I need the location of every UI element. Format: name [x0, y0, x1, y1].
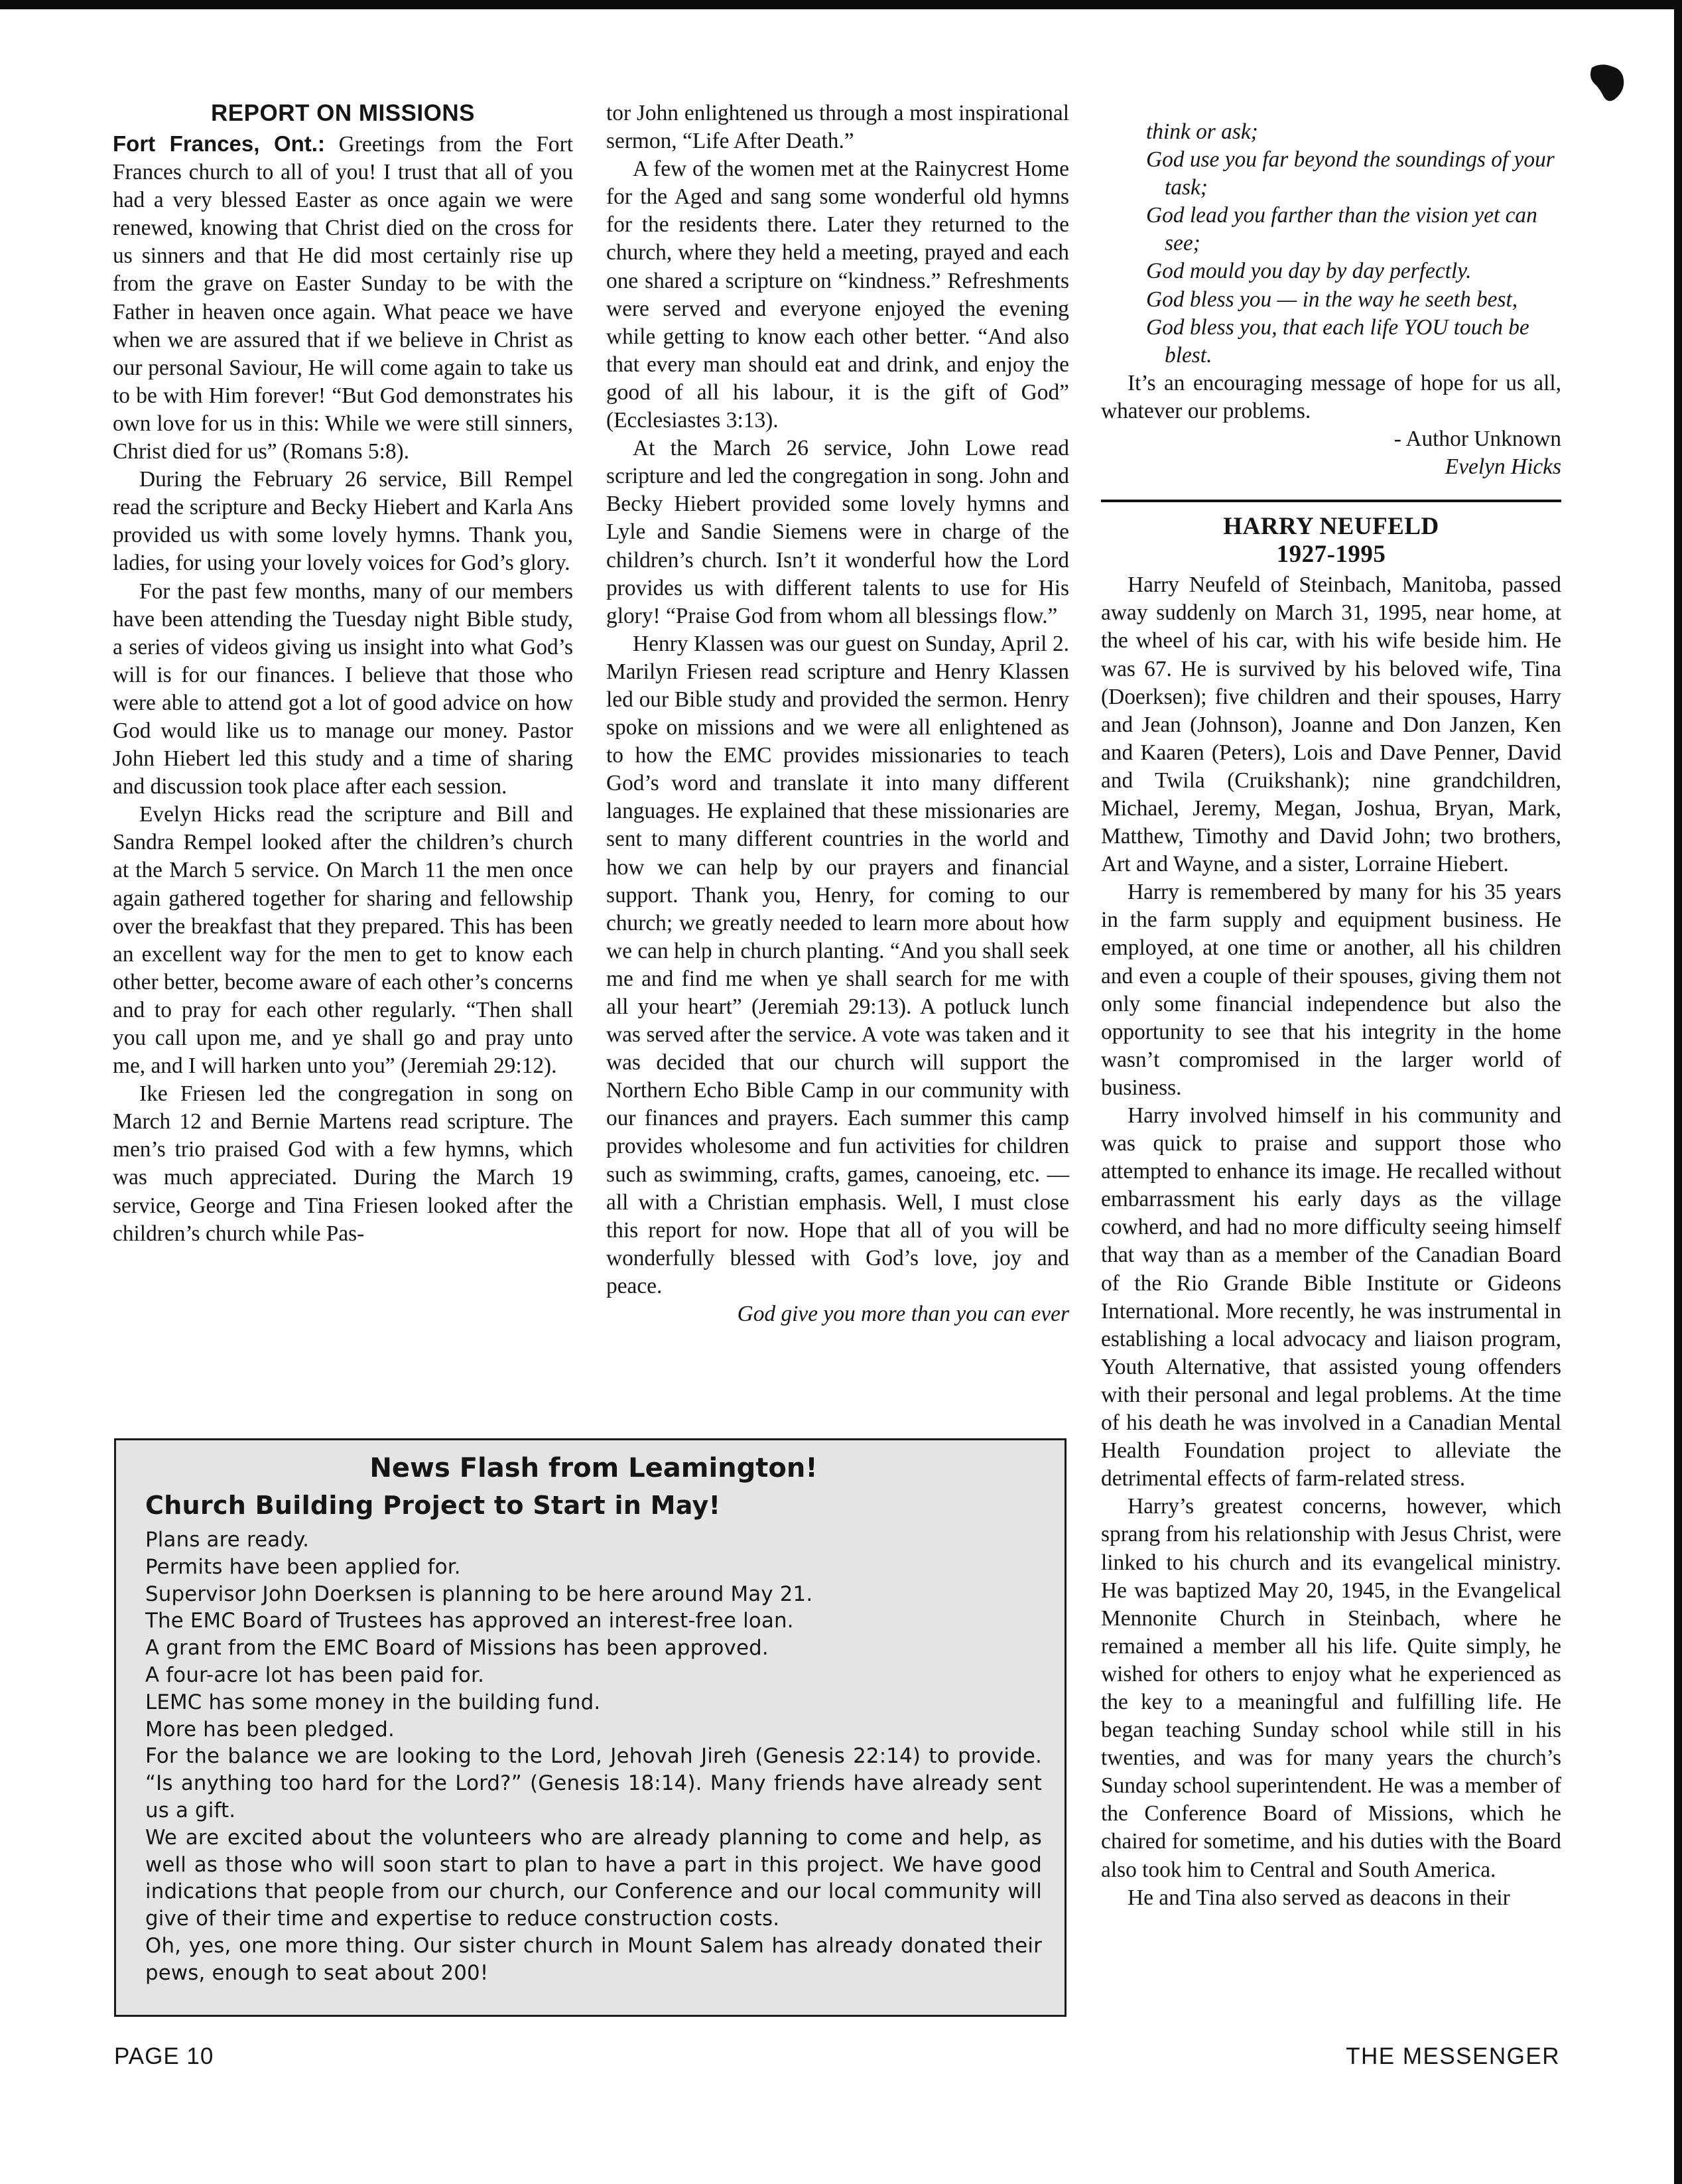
dateline: Fort Frances, Ont.: [113, 131, 325, 156]
news-flash-line: Permits have been applied for. [145, 1554, 461, 1579]
obituary-paragraph-4: Harry’s greatest concerns, however, which sprang from his relationship with Jesus Christ, were linked to his church and its evangelical ministry. He was baptized May 20, 1945, in the Evangelical Mennonite Church in Steinbach, where he remained a member all his life. Quite simply, he wished for others to enjoy what he experienced as the key to a meaningful and fulfilling life. He began teaching Sunday school while still in his twenties, and was for many years the church’s Sunday school superintendent. He was a member of the Conference Board of Missions, which he chaired for sometime, and his duties with the Board also took him to Central and South America. [1101, 1494, 1561, 1882]
obituary-paragraph-1: Harry Neufeld of Steinbach, Manitoba, passed away suddenly on March 31, 1995, near home, at the wheel of his car, with his wife beside him. He was 67. He is survived by his beloved wife, Tina (Doerksen); five children and their spouses, Harry and Jean (Johnson), Joanne and Don Janzen, Ken and Kaaren (Peters), Lois and Dave Penner, David and Twila (Cruikshank); nine grandchildren, Michael, Jeremy, Megan, Joshua, Bryan, Mark, Matthew, Timothy and David John; two brothers, Art and Wayne, and a sister, Lorraine Hiebert. [1101, 573, 1561, 877]
poem-line: God mould you day by day perfectly. [1146, 259, 1472, 284]
report-paragraph-5: Ike Friesen led the congregation in song on March 12 and Bernie Martens read scripture. The men’s trio praised God with a few hymns, which was much appreciated. During the March 19 service, George and Tina Friesen looked after the children’s church while Pas- [113, 1081, 573, 1246]
report-paragraph-7: A few of the women met at the Rainycrest Home for the Aged and sang some wonderful old hymns for the residents there. Later they returned to the church, where they held a meeting, prayed and each one shared a scripture on “kindness.” Refreshments were served and everyone enjoyed the evening while getting to know each other better. “And also that every man should eat and drink, and enjoy the good of all his labour, it is the gift of God” (Ecclesiastes 3:13). [606, 157, 1069, 433]
corner-hole-punch-mark [1588, 62, 1625, 103]
obituary-paragraph-3: Harry involved himself in his community and was quick to praise and support those who attempted to enhance its image. He recalled without embarrassment his early days as the village cowherd, and had no more difficulty seeing himself that way than as a member of the Canadian Board of the Rio Grande Bible Institute or Gideons International. More recently, he was instrumental in establishing a local advocacy and liaison program, Youth Alternative, that assisted young offenders with their personal and legal problems. At the time of his death he was involved in a Canadian Mental Health Foundation project to alleviate the detrimental effects of farm-related stress. [1101, 1103, 1561, 1491]
report-paragraph-1-text: Greetings from the Fort Frances church to all of you! I trust that all of you had a very blessed Easter as once again we were renewed, knowing that Christ died on the cross for us sinners and that He did most certainly rise up from the grave on Easter Sunday to be with the Father in heaven once again. What peace we have when we are assured that if we believe in Christ as our personal Saviour, He will come again to take us to be with Him forever! “But God demonstrates his own love for us in this: While we were still sinners, Christ died for us” (Romans 5:8). [113, 132, 573, 464]
poem-line: God lead you farther than the vision yet can see; [1146, 203, 1537, 256]
section-divider [1101, 500, 1561, 502]
news-flash-line: Supervisor John Doerksen is planning to be here around May 21. [145, 1582, 813, 1606]
report-paragraph-6: tor John enlightened us through a most inspirational sermon, “Life After Death.” [606, 101, 1069, 154]
report-paragraph-8: At the March 26 service, John Lowe read scripture and led the congregation in song. John and Becky Hiebert provided some lovely hymns and Lyle and Sandie Siemens were in charge of the children’s church. Isn’t it wonderful how the Lord provides us with different talents to use for His glory! “Praise God from whom all blessings flow.” [606, 436, 1069, 628]
news-flash-line: For the balance we are looking to the Lord, Jehovah Jireh (Genesis 22:14) to provide. “Is anything too hard for the Lord?” (Genesis 18:14). Many friends have already sent us a gift. [145, 1744, 1042, 1822]
column-1 [113, 100, 573, 1248]
news-flash-box [114, 1438, 1067, 2017]
column-2 [606, 100, 1069, 1328]
news-flash-subtitle: Church Building Project to Start in May! [145, 1491, 721, 1520]
news-flash-line: LEMC has some money in the building fund. [145, 1690, 601, 1714]
report-paragraph-9: Henry Klassen was our guest on Sunday, April 2. Marilyn Friesen read scripture and Henry Klassen led our Bible study and provided the sermon. Henry spoke on missions and we were all enlightened as to how the EMC provides missionaries to teach God’s word and translate it into many different languages. He explained that these missionaries are sent to many different countries in the world and how we can help by our prayers and financial support. Thank you, Henry, for coming to our church; we greatly needed to learn more about how we can help in church planting. “And you shall seek me and find me when ye shall search for me with all your heart” (Jeremiah 29:13). A potluck lunch was served after the service. A vote was taken and it was decided that our church will support the Northern Echo Bible Camp in our community with our finances and prayers. Each summer this camp provides wholesome and fun activities for children such as swimming, crafts, games, canoeing, etc. — all with a Christian emphasis. Well, I must close this report for now. Hope that all of you will be wonderfully blessed with God’s love, joy and peace. [606, 631, 1069, 1298]
publication-name: THE MESSENGER [1346, 2043, 1560, 2069]
poem-line: God bless you, that each life YOU touch be blest. [1146, 314, 1529, 368]
report-paragraph-4: Evelyn Hicks read the scripture and Bill and Sandra Rempel looked after the children’s church at the March 5 service. On March 11 the men once again gathered together for sharing and fellowship over the breakfast that they prepared. This has been an excellent way for the men to get to know each other better, become aware of each other’s concerns and to pray for each other regularly. “Then shall you call upon me, and ye shall go and pray unto me, and I will harken unto you” (Jeremiah 29:12). [113, 802, 573, 1079]
column-3 [1101, 118, 1561, 1912]
scan-right-edge [1674, 0, 1682, 2184]
obituary-paragraph-5: He and Tina also served as deacons in their [1128, 1885, 1510, 1910]
report-signature: Evelyn Hicks [1445, 454, 1561, 480]
news-flash-title: News Flash from Leamington! [369, 1453, 818, 1483]
poem-author: - Author Unknown [1393, 427, 1561, 452]
report-paragraph-2: During the February 26 service, Bill Rempel read the scripture and Becky Hiebert and Karla Ans provided us with some lovely hymns. Thank you, ladies, for using your lovely voices for God’s glory. [113, 467, 573, 576]
obituary-years: 1927-1995 [1276, 541, 1386, 569]
poem-block [1101, 118, 1561, 370]
poem-closing: It’s an encouraging message of hope for us all, whatever our problems. [1101, 370, 1561, 423]
poem-line: God bless you — in the way he seeth best, [1146, 287, 1518, 312]
news-flash-line: More has been pledged. [145, 1717, 395, 1741]
news-flash-line: We are excited about the volunteers who are already planning to come and help, as well as those who will soon start to plan to have a part in this project. We have good indications that people from our church, our Conference and our local community will give of their time and expertise to reduce construction costs. [145, 1825, 1042, 1931]
poem-line: God use you far beyond the soundings of your task; [1146, 147, 1555, 200]
report-paragraph-3: For the past few months, many of our members have been attending the Tuesday night Bible study, a series of videos giving us insight into what God’s will is for our finances. I believe that those who were able to attend got a lot of good advice on how God would like us to manage our money. Pastor John Hiebert led this study and a time of sharing and discussion took place after each session. [113, 579, 573, 799]
news-flash-line: The EMC Board of Trustees has approved an interest-free loan. [145, 1609, 794, 1633]
obituary-paragraph-2: Harry is remembered by many for his 35 years in the farm supply and equipment business. He employed, at one time or another, all his children and even a couple of their spouses, giving them not only some financial independence but also the opportunity to see that his integrity in the home wasn’t compromised in the larger world of business. [1101, 880, 1561, 1100]
report-heading: REPORT ON MISSIONS [211, 100, 475, 126]
page-number: PAGE 10 [114, 2043, 214, 2069]
news-flash-line: A four-acre lot has been paid for. [145, 1663, 485, 1687]
obituary-title: HARRY NEUFELD [1223, 513, 1439, 541]
report-paragraph-1 [113, 130, 573, 466]
scan-top-edge [0, 0, 1682, 9]
news-flash-line: A grant from the EMC Board of Missions has been approved. [145, 1636, 769, 1661]
news-flash-line: Oh, yes, one more thing. Our sister church in Mount Salem has already donated their pews, enough to seat about 200! [145, 1933, 1042, 1985]
poem-line: think or ask; [1146, 119, 1258, 144]
news-flash-line: Plans are ready. [145, 1528, 310, 1552]
poem-opening-line: God give you more than you can ever [737, 1302, 1069, 1327]
